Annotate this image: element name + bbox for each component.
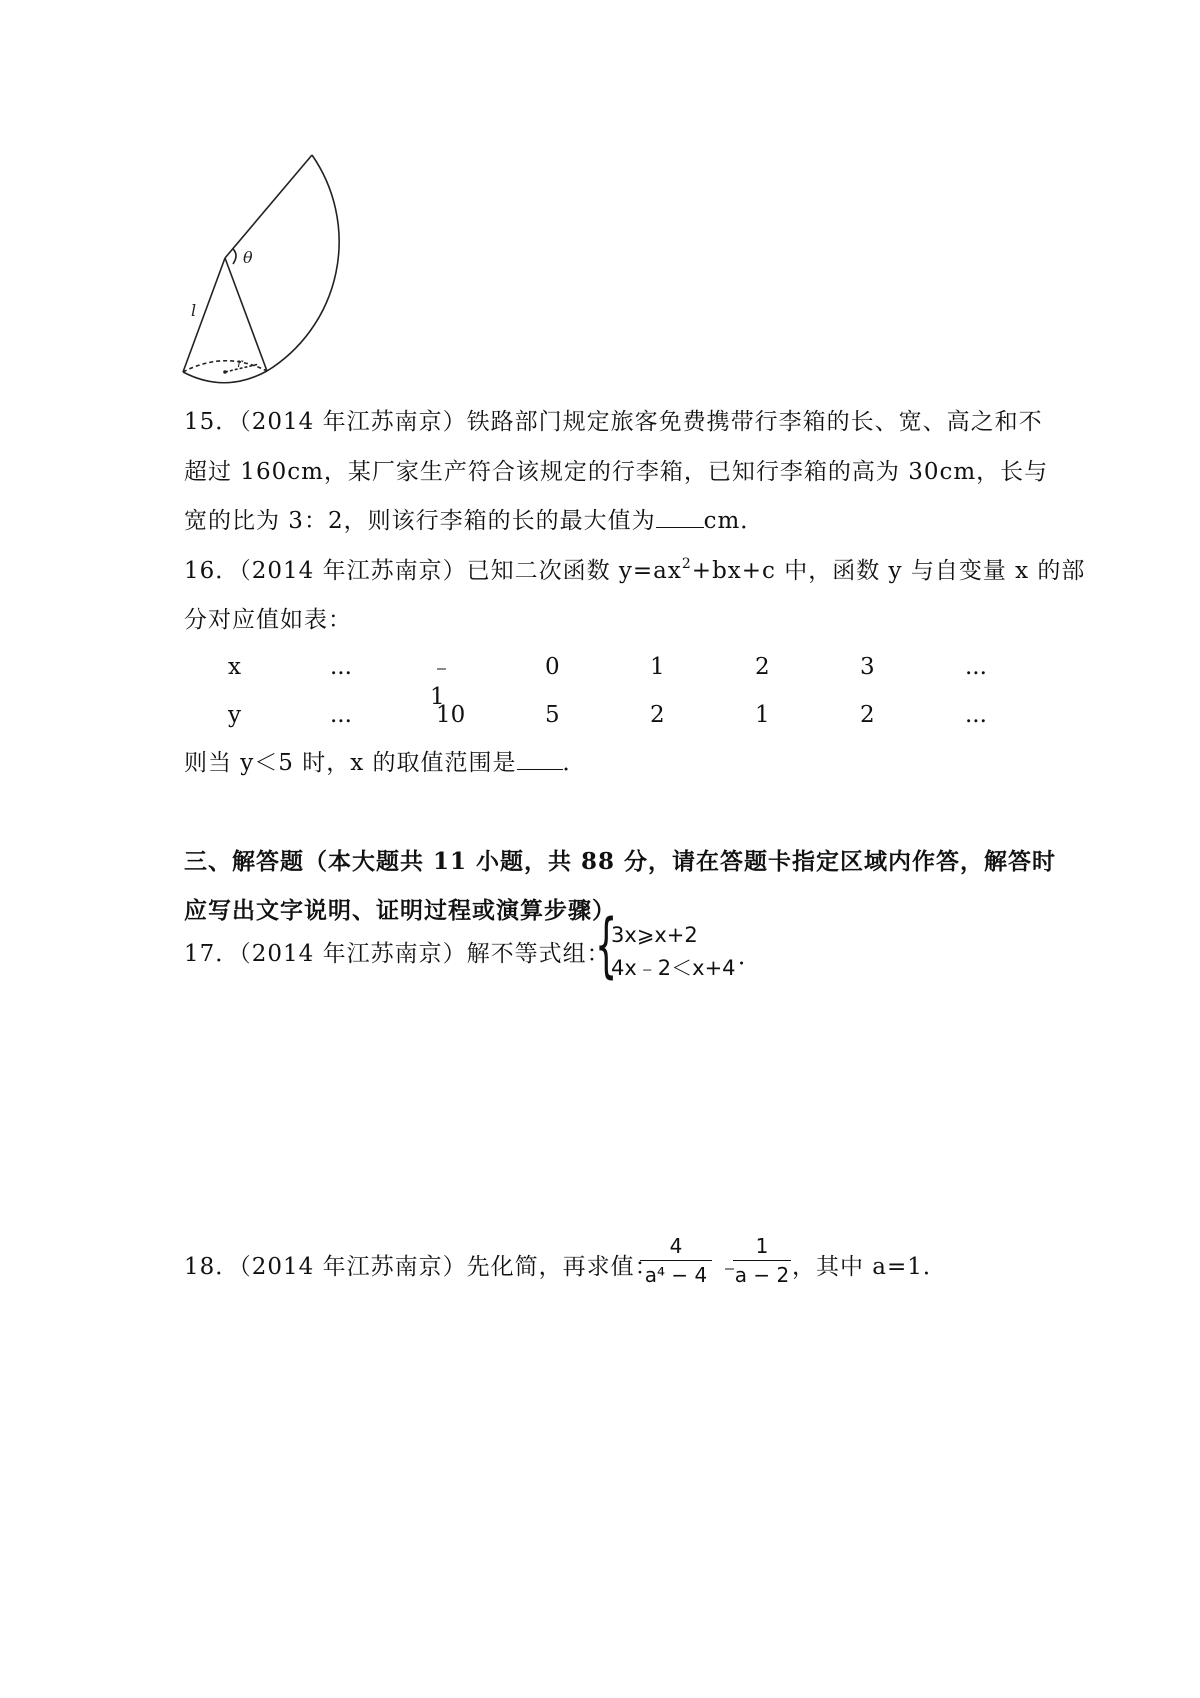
angle-mark	[233, 249, 236, 264]
fraction-1-denominator: a⁴ − 4	[644, 1263, 708, 1287]
q15-line3	[184, 506, 764, 536]
fraction-2-denominator: a − 2	[734, 1263, 790, 1287]
sector-edge	[225, 155, 312, 258]
section3-heading-line2: 应写出文字说明、证明过程或演算步骤）	[184, 897, 616, 924]
table-cell: 10	[436, 702, 466, 728]
sector-arc	[267, 155, 339, 371]
label-r: r	[237, 356, 243, 370]
table-cell: x	[228, 654, 241, 680]
fraction-2	[733, 1234, 791, 1287]
q16-line1	[184, 556, 1085, 586]
q15-line3-pre: 宽的比为 3：2，则该行李箱的长的最大值为	[184, 508, 656, 534]
fraction-1	[640, 1234, 712, 1287]
table-cell: ...	[965, 654, 987, 680]
q18-minus: ﹣	[718, 1254, 742, 1280]
table-cell: 1	[755, 702, 770, 728]
cone-sector-figure	[175, 150, 375, 390]
table-cell: ...	[330, 702, 352, 728]
table-cell: ...	[330, 654, 352, 680]
table-cell: 2	[650, 702, 665, 728]
label-theta: θ	[243, 248, 253, 267]
cone-right-edge	[225, 258, 267, 371]
q16-line3	[184, 748, 587, 778]
q17-text: 17．（2014 年江苏南京）解不等式组：	[184, 941, 611, 967]
q16-line3-post: ．	[562, 750, 587, 776]
q16-line3-pre: 则当 y＜5 时，x 的取值范围是	[184, 750, 517, 776]
section3-heading-line1: 三、解答题（本大题共 11 小题，共 88 分，请在答题卡指定区域内作答，解答时	[184, 848, 1057, 875]
table-cell: 1	[650, 654, 665, 680]
q16-line2: 分对应值如表：	[184, 607, 352, 633]
cone-left-edge	[183, 258, 225, 372]
brace-icon: {	[595, 904, 618, 986]
q16-exponent: 2	[681, 556, 692, 572]
inequality-2: 4x﹣2＜x+4	[611, 956, 736, 980]
q18-end: ，其中 a=1．	[792, 1254, 947, 1280]
q15-line3-post: cm．	[703, 508, 765, 534]
inequality-1: 3x⩾x+2	[611, 923, 698, 947]
q16-line1-post: +bx+c 中，函数 y 与自变量 x 的部	[691, 558, 1086, 584]
table-cell: ﹣1	[430, 654, 453, 710]
fraction-1-numerator: 4	[669, 1234, 683, 1258]
table-cell: 2	[755, 654, 770, 680]
table-cell: 0	[545, 654, 560, 680]
table-cell: 3	[860, 654, 875, 680]
inequality-system	[595, 904, 745, 988]
label-l: l	[191, 301, 197, 320]
q15-answer-blank	[656, 507, 704, 528]
q18-text: 18．（2014 年江苏南京）先化简，再求值：	[184, 1254, 659, 1280]
q16-answer-blank	[517, 749, 563, 770]
q15-line1: 15．（2014 年江苏南京）铁路部门规定旅客免费携带行李箱的长、宽、高之和不	[184, 409, 1043, 435]
fraction-2-numerator: 1	[755, 1234, 769, 1258]
table-cell: 5	[545, 702, 560, 728]
table-cell: ...	[965, 702, 987, 728]
table-cell: y	[228, 702, 241, 728]
q15-line2: 超过 160cm，某厂家生产符合该规定的行李箱，已知行李箱的高为 30cm，长与	[184, 459, 1049, 485]
q16-line1-pre: 16．（2014 年江苏南京）已知二次函数 y=ax	[184, 558, 682, 584]
table-cell: 2	[860, 702, 875, 728]
q17-end: ．	[738, 944, 762, 970]
